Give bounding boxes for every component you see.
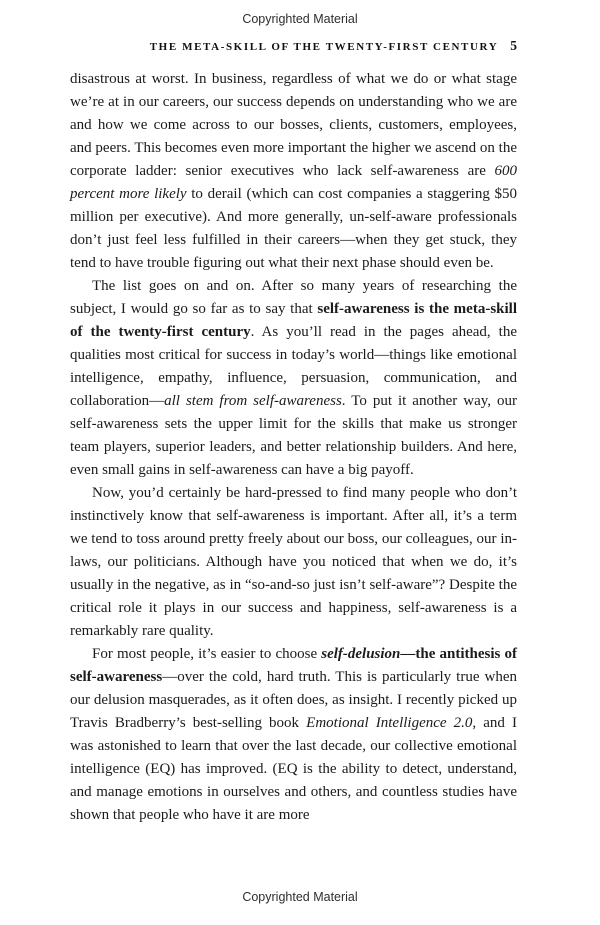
chapter-title: THE META-SKILL OF THE TWENTY-FIRST CENTURY: [149, 41, 499, 53]
text-segment: self-delusion: [321, 646, 401, 662]
paragraph: [70, 482, 517, 643]
paragraph: [70, 68, 517, 275]
text-segment: —the antithesis of self-awareness: [70, 646, 517, 685]
paragraph: [70, 643, 517, 827]
text-segment: . As you’ll read in the pages ahead, the qualities most critical for success in today’s world—things like emotional intelligence, empathy, influence, persuasion, communication, and collaboration—: [70, 324, 517, 409]
text-segment: —over the cold, hard truth. This is particularly true when our delusion masquerades, as it often does, as insight. I recently picked up Travis Bradberry’s best-selling book: [70, 669, 517, 731]
text-segment: Emotional Intelligence 2.0: [306, 715, 473, 731]
text-segment: to derail (which can cost companies a staggering $50 million per executive). And more generally, un-self-aware professionals don’t just feel less fulfilled in their careers—when they get stuck, they tend to have trouble figuring out what their next phase should even be.: [70, 186, 518, 271]
page-number: 5: [510, 38, 517, 53]
copyright-notice-bottom: Copyrighted Material: [242, 890, 358, 904]
text-segment: . To put it another way, our self-awareness sets the upper limit for the skills that make us stronger team players, superior leaders, and better relationship builders. And here, even small gains in self-awareness can have a big payoff.: [70, 393, 517, 478]
body-text: [70, 68, 517, 827]
paragraph: [70, 275, 517, 482]
text-segment: , and I was astonished to learn that over the last decade, our collective emotional intelligence (EQ) has improved. (EQ is the ability to detect, understand, and manage emotions in ourselves and others, and countless studies have shown that people who have it are more: [70, 715, 518, 823]
text-segment: The list goes on and on. After so many years of researching the subject, I would go so far as to say that: [70, 278, 517, 317]
copyright-notice-top: Copyrighted Material: [242, 12, 358, 26]
text-segment: 600 percent more likely: [70, 163, 517, 202]
text-segment: all stem from self-awareness: [164, 393, 342, 409]
text-segment: Now, you’d certainly be hard-pressed to find many people who don’t instinctively know that self-awareness is important. After all, it’s a term we tend to toss around pretty freely about our boss, our colleagues, our in-laws, our politicians. Although have you noticed that when we do, it’s usually in the negative, as in “so-and-so just isn’t self-aware”? Despite the critical role it plays in our success and happiness, self-awareness is a remarkably rare quality.: [70, 485, 517, 639]
running-header: [70, 38, 517, 54]
text-segment: self-awareness is the meta-skill of the twenty-first century: [70, 301, 518, 340]
text-segment: disastrous at worst. In business, regardless of what we do or what stage we’re at in our careers, our success depends on understanding who we are and how we come across to our bosses, clients, customers, employees, and peers. This becomes even more important the higher we ascend on the corporate ladder: senior executives who lack self-awareness are: [70, 71, 517, 179]
text-segment: For most people, it’s easier to choose: [92, 646, 322, 662]
